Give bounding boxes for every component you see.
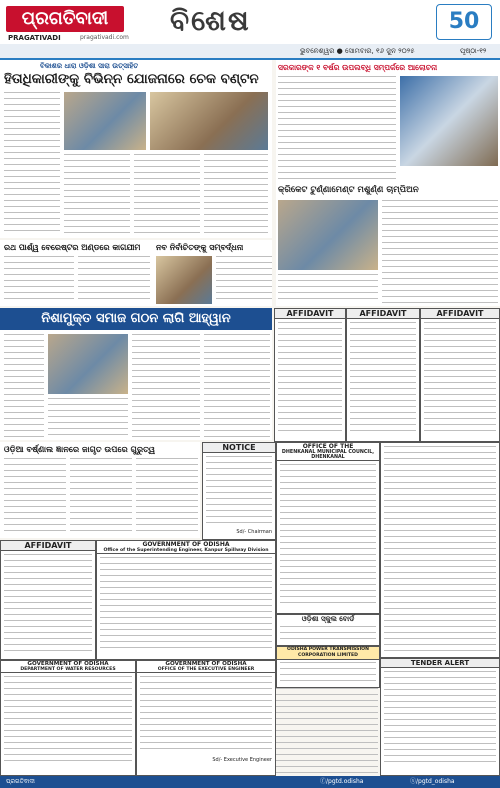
mid-text-1 (4, 256, 74, 304)
govt-sub-3: OFFICE OF THE EXECUTIVE ENGINEER (137, 667, 275, 673)
banner-text-3 (132, 334, 200, 438)
tender-alert-box (380, 658, 500, 776)
footer-x-link[interactable]: ⓧ/pgtd_odisha (410, 778, 455, 785)
lead-text-col2 (64, 154, 130, 236)
mid-photo (156, 256, 212, 304)
tender-office-box (276, 442, 380, 614)
notice-box (202, 442, 276, 540)
lead-text-col3 (134, 154, 200, 236)
affidavit-box-3 (420, 308, 500, 442)
banner-headline: ନିଶାମୁକ୍ତ ସମାଜ ଗଠନ ଲାଗି ଆହ୍ୱାନ (0, 308, 272, 330)
banner-text-1 (4, 334, 44, 438)
lower-text-3 (136, 458, 198, 536)
banner-text-4 (204, 334, 270, 438)
govt-title-1: GOVERNMENT OF ODISHA (142, 541, 230, 548)
affidavit-box-lower (0, 540, 96, 660)
right-headline-2: କ୍ରିକେଟ ଟୁର୍ଣ୍ଣାମେଣ୍ଟ ମଶୁର୍ଣ୍ଣ ଚାମ୍ପିଅନ (278, 185, 419, 195)
odia-board-box (276, 614, 380, 646)
right-photo-2 (278, 200, 378, 270)
optcl-title: ODISHA POWER TRANSMISSION CORPORATION LIMITED (277, 647, 379, 660)
mid-headline-1: ରଥ ପାର୍ଶ୍ୱ ବେରେଷ୍ଟର ଅଣ୍ଡରେ କାଗଯୀମ (4, 243, 141, 252)
govt-signature: Sd/- Executive Engineer (212, 757, 272, 763)
lead-text-col1 (4, 92, 60, 236)
mid-text-3 (216, 256, 272, 304)
logo-subtitle: PRAGATIVADI (8, 34, 61, 42)
affidavit-box-1 (274, 308, 346, 442)
lead-kicker: ବିକାଶର ଧାରା ଓଡ଼ିଶା ସାରା ଉତ୍ସାହିତ (40, 62, 139, 70)
lower-text-1 (4, 458, 66, 536)
office-of-sub: DHENKANAL MUNICIPAL COUNCIL, DHENKANAL (277, 450, 379, 461)
right-notice-box (380, 442, 500, 658)
affidavit-lower-title: AFFIDAVIT (1, 541, 95, 551)
lower-text-2 (70, 458, 132, 536)
notice-signature: Sd/- Chairman (236, 529, 272, 535)
lead-photo-2 (150, 92, 268, 150)
lead-headline: ହିତାଧିକାରୀଙ୍କୁ ବିଭିନ୍ନ ଯୋଜନାରେ ଚେକ ବଣ୍ଟନ (4, 71, 259, 87)
mid-text-2 (78, 256, 150, 304)
banner-photo (48, 334, 128, 394)
right-headline-1: ସରକାରଙ୍କ ୧ ବର୍ଷର ଉପଲବ୍ଧି ସମ୍ପର୍କରେ ଆଲୋଚନା (278, 63, 438, 72)
banner-text-2 (48, 398, 128, 438)
right-text-3 (278, 274, 378, 304)
affidavit-title-3: AFFIDAVIT (421, 309, 499, 319)
office-of: OFFICE OF THE (302, 443, 354, 450)
affidavit-title: AFFIDAVIT (275, 309, 345, 319)
date: ଭୁବନେଶ୍ୱର ● ସୋମବାର, ୧୬ ଜୁନ ୨୦୨୫ (300, 47, 415, 55)
anniversary-badge: 50 (436, 4, 492, 40)
odia-board-title: ଓଡ଼ିଶା ସ୍କୁଲ ବୋର୍ଡ (301, 615, 355, 623)
footer (0, 776, 500, 788)
govt-sub-1: Office of the Superintending Engineer, Kanpur Spillway Division (97, 548, 275, 554)
tender-alert-title: TENDER ALERT (381, 659, 499, 668)
govt-title-2: GOVERNMENT OF ODISHA (27, 661, 109, 667)
footer-brand: ପ୍ରଗତିବାଦୀ (6, 778, 35, 785)
govt-notice-2 (0, 660, 136, 776)
lead-text-col4 (204, 154, 268, 236)
govt-notice-3 (136, 660, 276, 776)
footer-facebook-link[interactable]: ⓕ/pgtd.odisha (320, 778, 364, 785)
lead-photo-1 (64, 92, 146, 150)
newspaper-logo: ପ୍ରଗତିବାଦୀ (6, 6, 124, 32)
govt-notice-1 (96, 540, 276, 660)
optcl-box (276, 646, 380, 688)
govt-title-3: GOVERNMENT OF ODISHA (165, 661, 247, 667)
lower-headline: ଓଡ଼ିଆ ବର୍ଷ୍ଣାଲ ଜ୍ଞାନରେ ଜାଗୃତ ଉପରେ ଗୁରୁତ୍ୱ (4, 444, 156, 454)
affidavit-box-2 (346, 308, 420, 442)
bottom-center-text (276, 688, 378, 774)
govt-sub-2: DEPARTMENT OF WATER RESOURCES (1, 667, 135, 673)
website: pragativadi.com (80, 34, 129, 41)
section-title: ବିଶେଷ (170, 4, 251, 37)
page-number: ପୃଷ୍ଠା-୧୨ (460, 47, 487, 55)
right-text-1 (278, 76, 396, 180)
affidavit-title-2: AFFIDAVIT (347, 309, 419, 319)
dateline (0, 44, 500, 58)
right-photo-1 (400, 76, 498, 166)
notice-title: NOTICE (203, 443, 275, 453)
mid-headline-2: ନବ ନିର୍ବାଚିତଙ୍କୁ ସମ୍ବର୍ଦ୍ଧନା (156, 243, 244, 252)
right-text-2 (382, 200, 498, 304)
